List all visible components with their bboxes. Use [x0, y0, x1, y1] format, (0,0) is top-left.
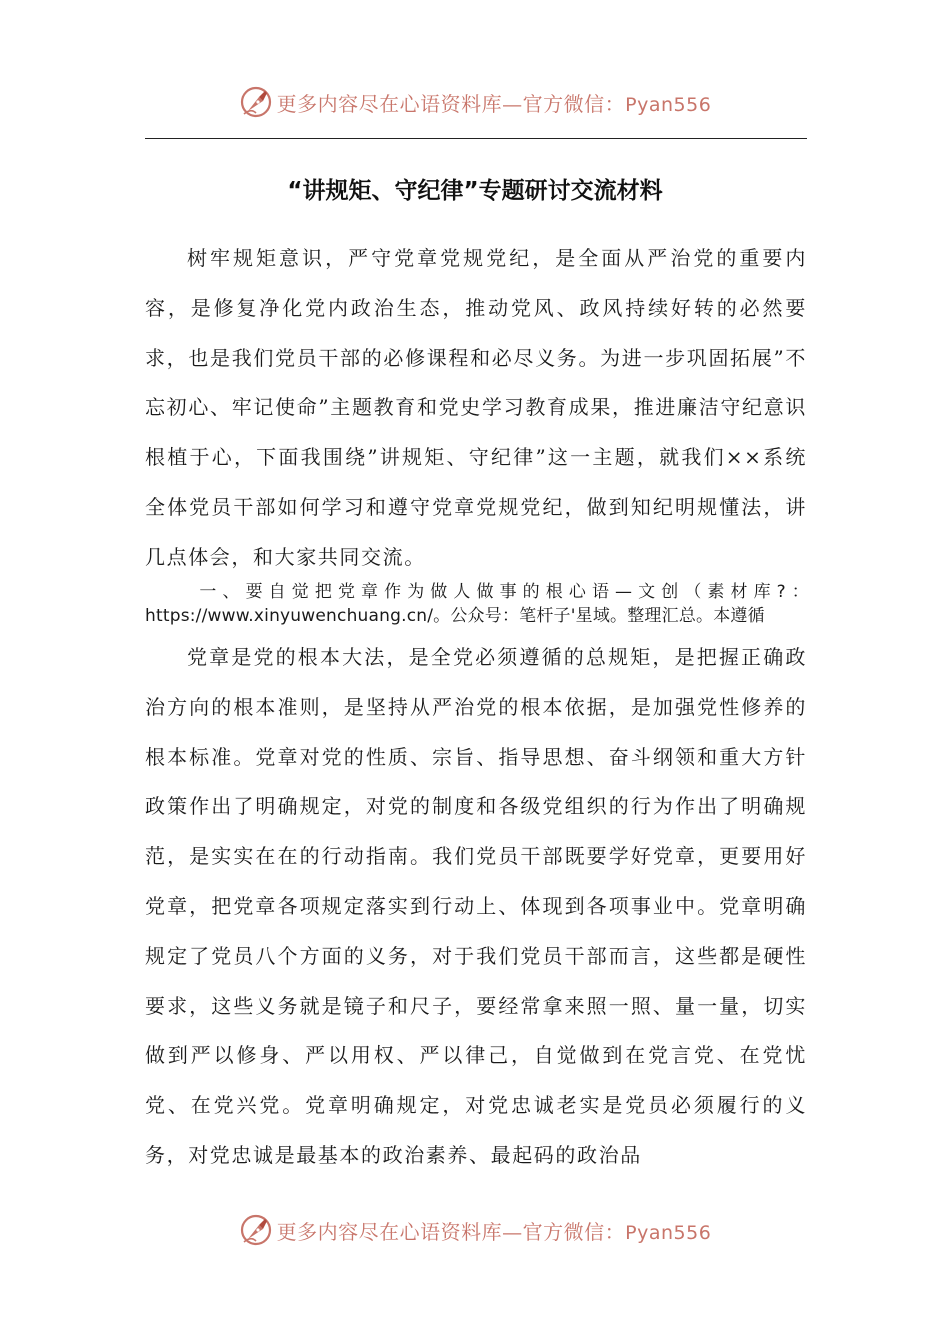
intro-paragraph: 树牢规矩意识，严守党章党规党纪，是全面从严治党的重要内容，是修复净化党内政治生态，推动党风、政风持续好转的必然要求，也是我们党员干部的必修课程和必尽义务。为进一步巩固拓展”不忘初心、牢记使命”主题教育和党史学习教育成果，推进廉洁守纪意识根植于心，下面我围绕”讲规矩、守纪律”这一主题，就我们××系统全体党员干部如何学习和遵守党章党规党纪，做到知纪明规懂法，讲几点体会，和大家共同交流。 — [145, 246, 807, 569]
header-divider — [145, 138, 807, 139]
header-banner-text: 更多内容尽在心语资料库—官方微信：Pyan556 — [276, 91, 712, 116]
footer-banner-text: 更多内容尽在心语资料库—官方微信：Pyan556 — [276, 1219, 712, 1244]
pen-nib-logo-icon — [239, 85, 273, 119]
pen-nib-logo-icon — [239, 1213, 273, 1247]
section-1-paragraph: 党章是党的根本大法，是全党必须遵循的总规矩，是把握正确政治方向的根本准则，是坚持从严治党的根本依据，是加强党性修养的根本标准。党章对党的性质、宗旨、指导思想、奋斗纲领和重大方针政策作出了明确规定，对党的制度和各级党组织的行为作出了明确规范，是实实在在的行动指南。我们党员干部既要学好党章，更要用好党章，把党章各项规定落实到行动上、体现到各项事业中。党章明确规定了党员八个方面的义务，对于我们党员干部而言，这些都是硬性要求，这些义务就是镜子和尺子，要经常拿来照一照、量一量，切实做到严以修身、严以用权、严以律己，自觉做到在党言党、在党忧党、在党兴党。党章明确规定，对党忠诚老实是党员必须履行的义务，对党忠诚是最基本的政治素养、最起码的政治品 — [145, 645, 807, 1167]
footer-wechat-id: Pyan556 — [625, 1221, 712, 1244]
header-banner — [0, 82, 950, 122]
document-title: “讲规矩、守纪律”专题研讨交流材料 — [287, 178, 663, 204]
wechat-id: Pyan556 — [625, 93, 712, 116]
section-1-heading: 一、要自觉把党章作为做人做事的根心语—文创（素材库?：https://www.xinyuwenchuang.cn/。公众号：笔杆子'星域。整理汇总。本遵循 — [145, 582, 809, 626]
footer-banner — [0, 1210, 950, 1250]
